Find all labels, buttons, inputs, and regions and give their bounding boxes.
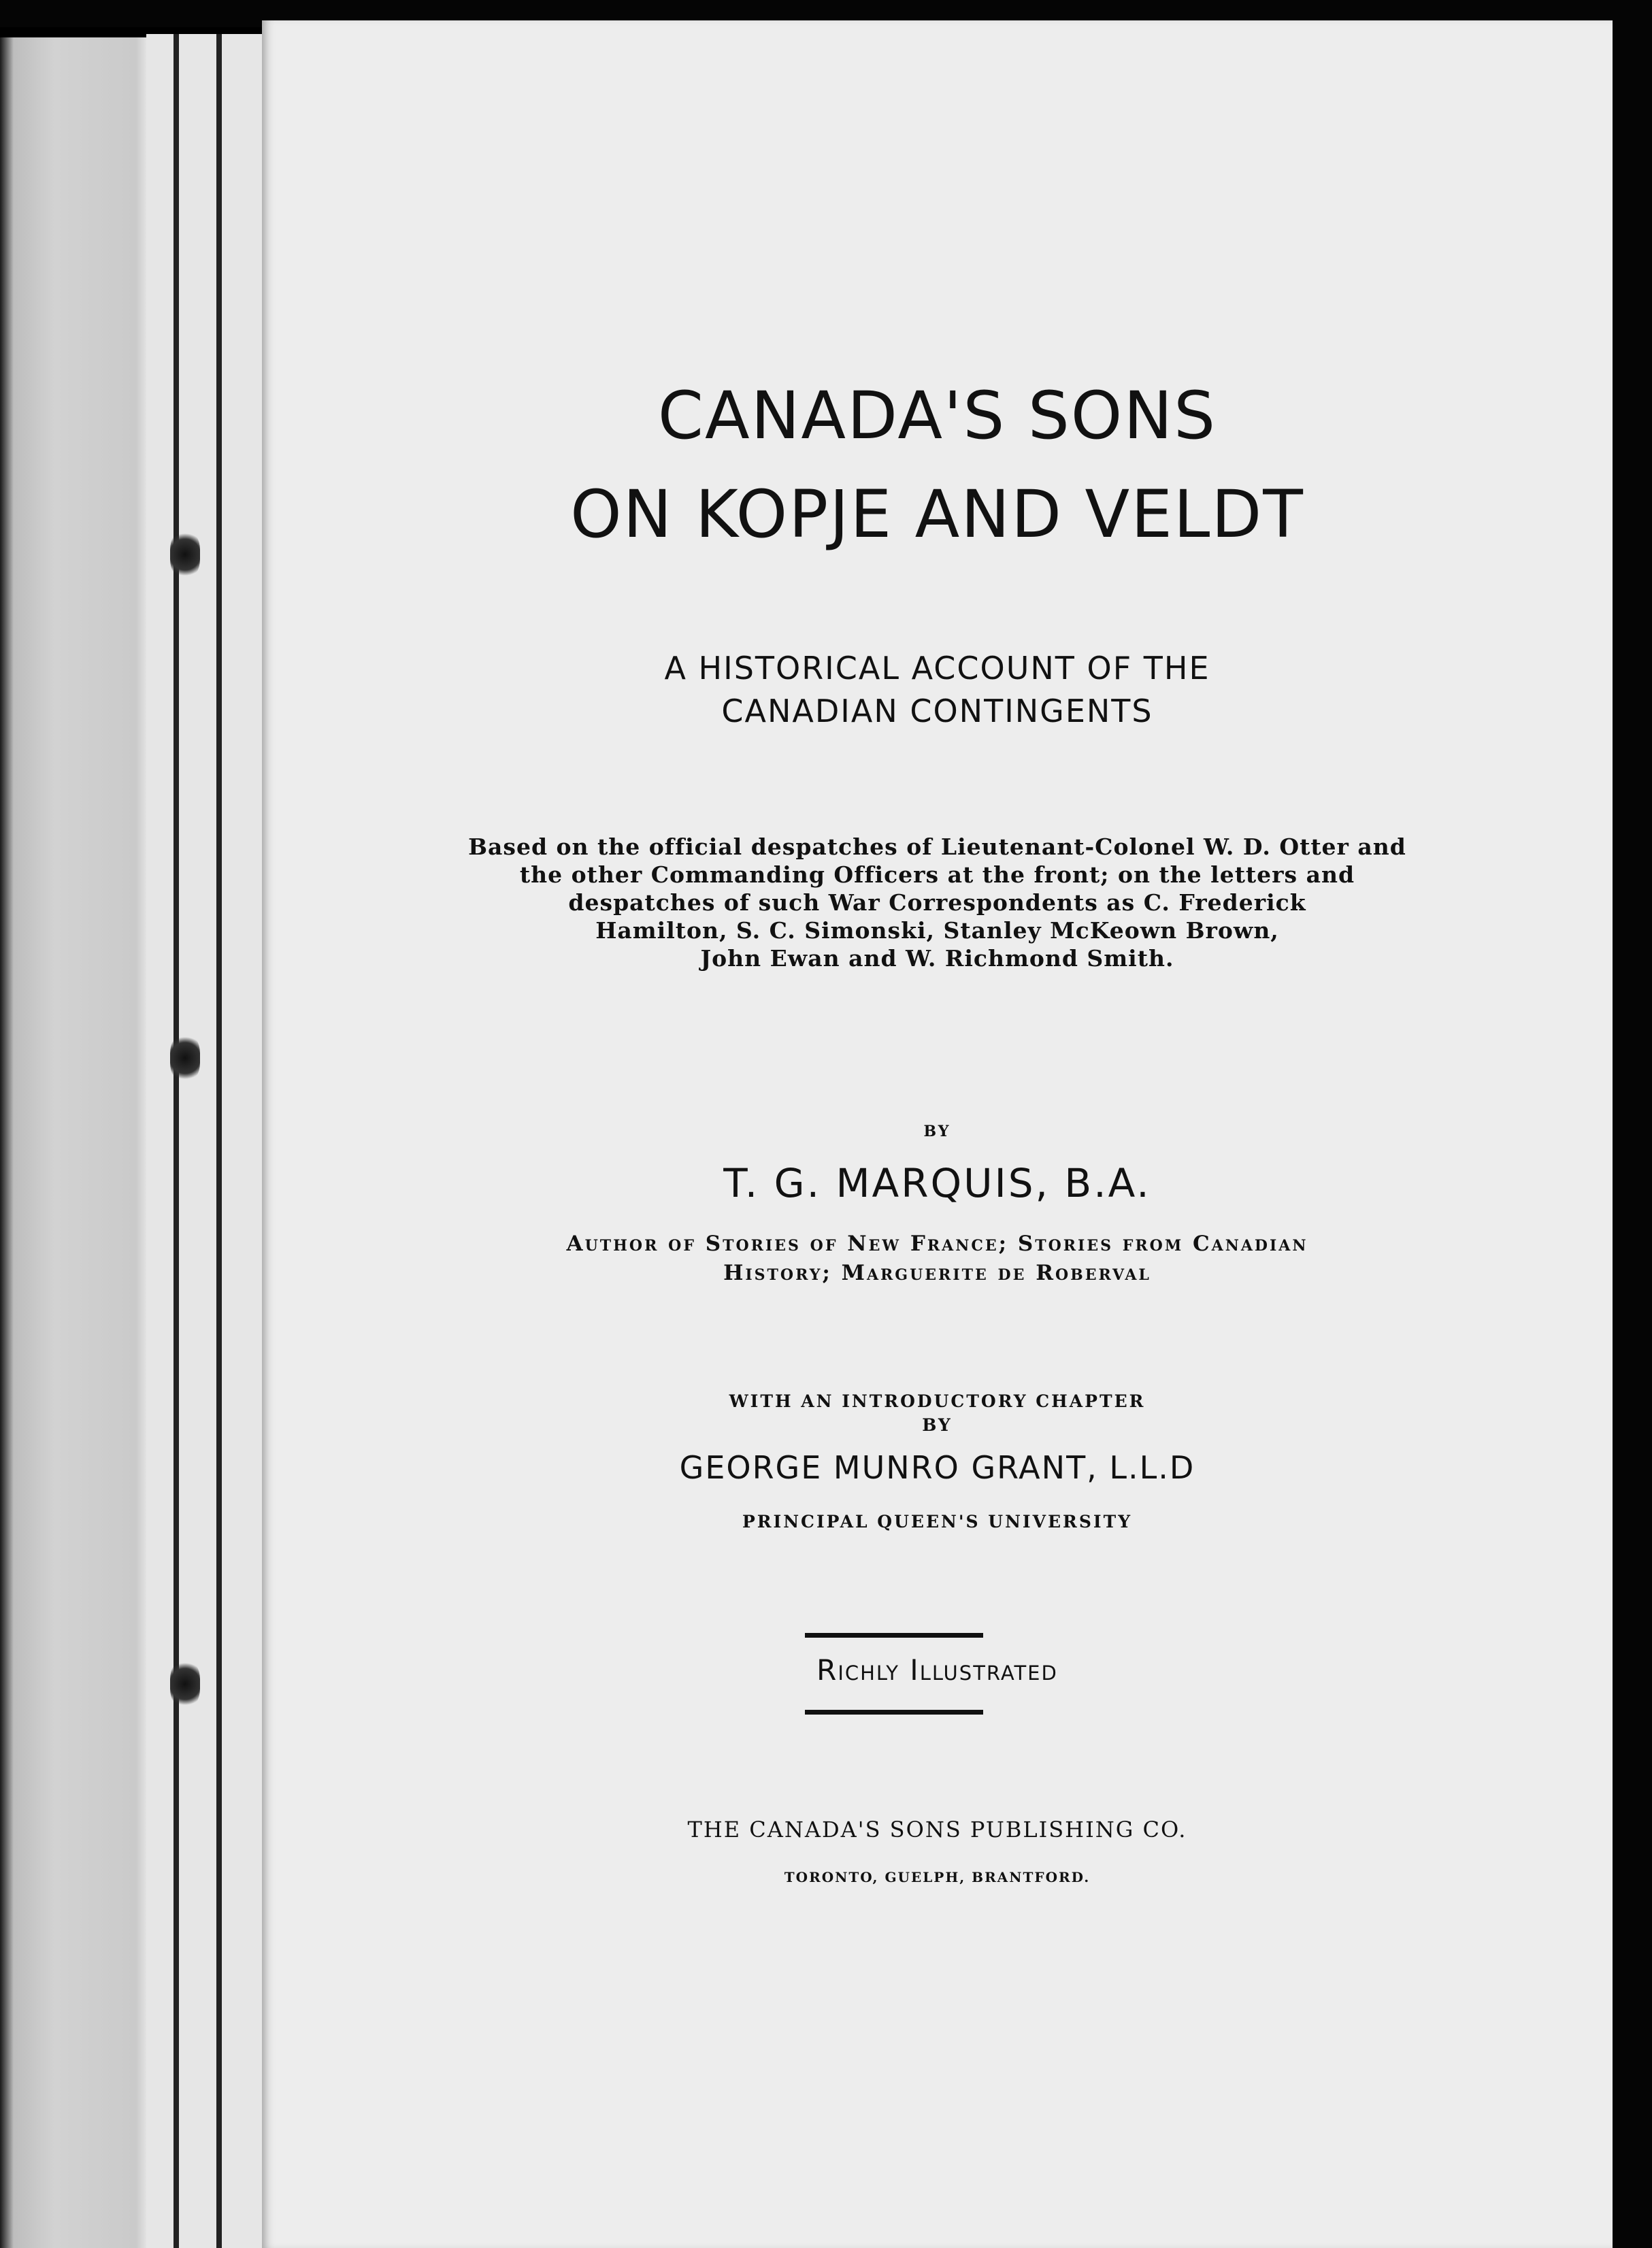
decorative-rule (805, 1710, 983, 1715)
based-on-line: Hamilton, S. C. Simonski, Stanley McKeown Brown, (595, 917, 1279, 944)
intro-line-2: BY (922, 1415, 953, 1435)
based-on-line: the other Commanding Officers at the front; on the letters and (519, 861, 1355, 888)
book-title-line-2: ON KOPJE AND VELDT (570, 476, 1304, 552)
subtitle-line-1: A HISTORICAL ACCOUNT OF THE (664, 650, 1210, 687)
author-works-line-1: Author of Stories of New France; Stories from Canadian (566, 1232, 1308, 1256)
binding-thread-right (216, 34, 222, 2248)
book-spine-gutter (146, 34, 262, 2248)
publisher-name: THE CANADA'S SONS PUBLISHING CO. (687, 1817, 1187, 1842)
by-label: BY (923, 1123, 951, 1140)
subtitle-line-2: CANADIAN CONTINGENTS (721, 693, 1153, 729)
publisher-places: TORONTO, GUELPH, BRANTFORD. (784, 1869, 1091, 1885)
contributor-name: GEORGE MUNRO GRANT, L.L.D (679, 1449, 1195, 1486)
binding-thread-left (174, 34, 179, 2248)
based-on-line: John Ewan and W. Richmond Smith. (700, 945, 1174, 972)
scan-right-border (1613, 0, 1652, 2248)
decorative-rule (805, 1633, 983, 1638)
binding-knot (170, 1034, 200, 1082)
book-cover-edge (0, 37, 146, 2248)
intro-line-1: WITH AN INTRODUCTORY CHAPTER (729, 1391, 1146, 1411)
based-on-line: Based on the official despatches of Lieutenant-Colonel W. D. Otter and (468, 833, 1406, 860)
binding-knot (170, 1660, 200, 1708)
illustrated-note: Richly Illustrated (816, 1653, 1058, 1687)
binding-knot (170, 531, 200, 578)
book-title-line-1: CANADA'S SONS (657, 378, 1217, 454)
contributor-title: PRINCIPAL QUEEN'S UNIVERSITY (742, 1512, 1133, 1532)
author-works-line-2: History; Marguerite de Roberval (723, 1261, 1151, 1285)
based-on-line: despatches of such War Correspondents as C. Frederick (568, 889, 1306, 916)
author-name: T. G. MARQUIS, B.A. (723, 1160, 1151, 1206)
